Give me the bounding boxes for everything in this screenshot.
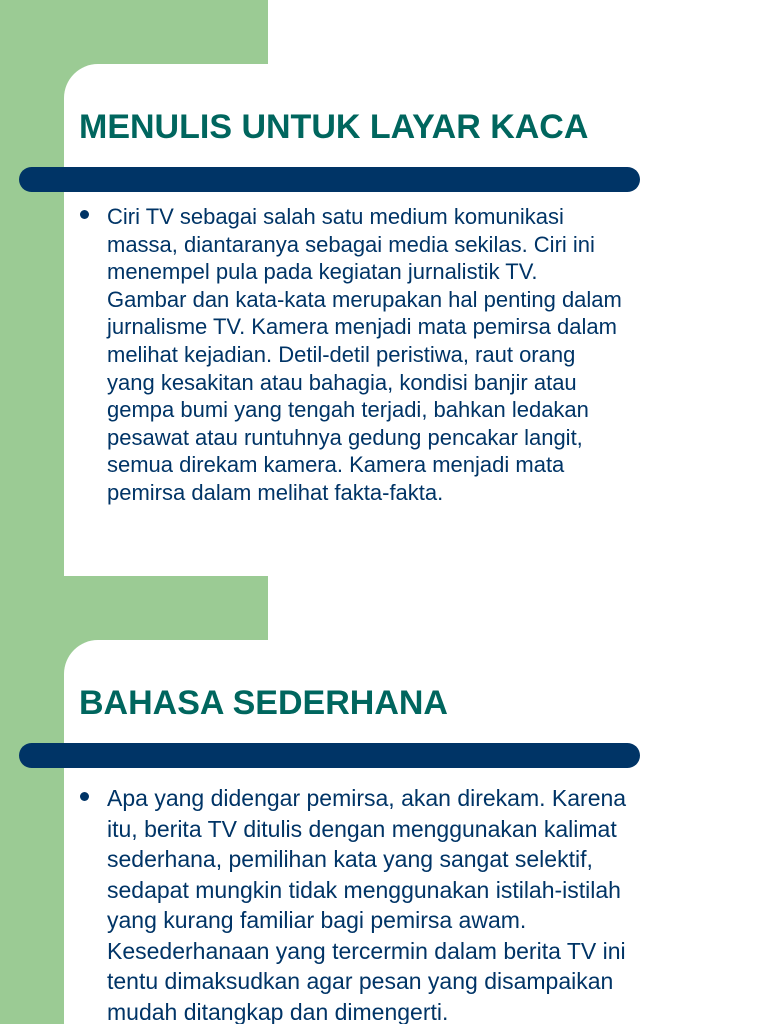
slide-bahasa-sederhana: [0, 576, 768, 1024]
bullet-item: [78, 203, 718, 507]
bullet-text: Ciri TV sebagai salah satu medium komunikasi massa, diantaranya sebagai media sekilas. Ciri ini menempel pula pada kegiatan jurnalistik TV. Gambar dan kata-kata merupakan hal penting dalam jurnalisme TV. Kamera menjadi mata pemirsa dalam melihat kejadian. Detil-detil peristiwa, raut orang yang kesakitan atau bahagia, kondisi banjir atau gempa bumi yang tengah terjadi, bahkan ledakan pesawat atau runtuhnya gedung pencakar langit, semua direkam kamera. Kamera menjadi mata pemirsa dalam melihat fakta-fakta.: [107, 204, 622, 505]
bullet-list: [78, 203, 718, 507]
bullet-item: [78, 783, 718, 1024]
slide-title: BAHASA SEDERHANA: [79, 684, 448, 722]
title-divider-bar: [19, 743, 640, 768]
bullet-dot-icon: [80, 210, 89, 219]
bullet-dot-icon: [80, 792, 89, 801]
bullet-list: [78, 783, 718, 1024]
bullet-text: Apa yang didengar pemirsa, akan direkam. Karena itu, berita TV ditulis dengan menggunakan kalimat sederhana, pemilihan kata yang sangat selektif, sedapat mungkin tidak menggunakan istilah-istilah yang kurang familiar bagi pemirsa awam. Kesederhanaan yang tercermin dalam berita TV ini tentu dimaksudkan agar pesan yang disampaikan mudah ditangkap dan dimengerti.: [107, 785, 627, 1024]
slide-title: MENULIS UNTUK LAYAR KACA: [79, 108, 589, 146]
title-divider-bar: [19, 167, 640, 192]
